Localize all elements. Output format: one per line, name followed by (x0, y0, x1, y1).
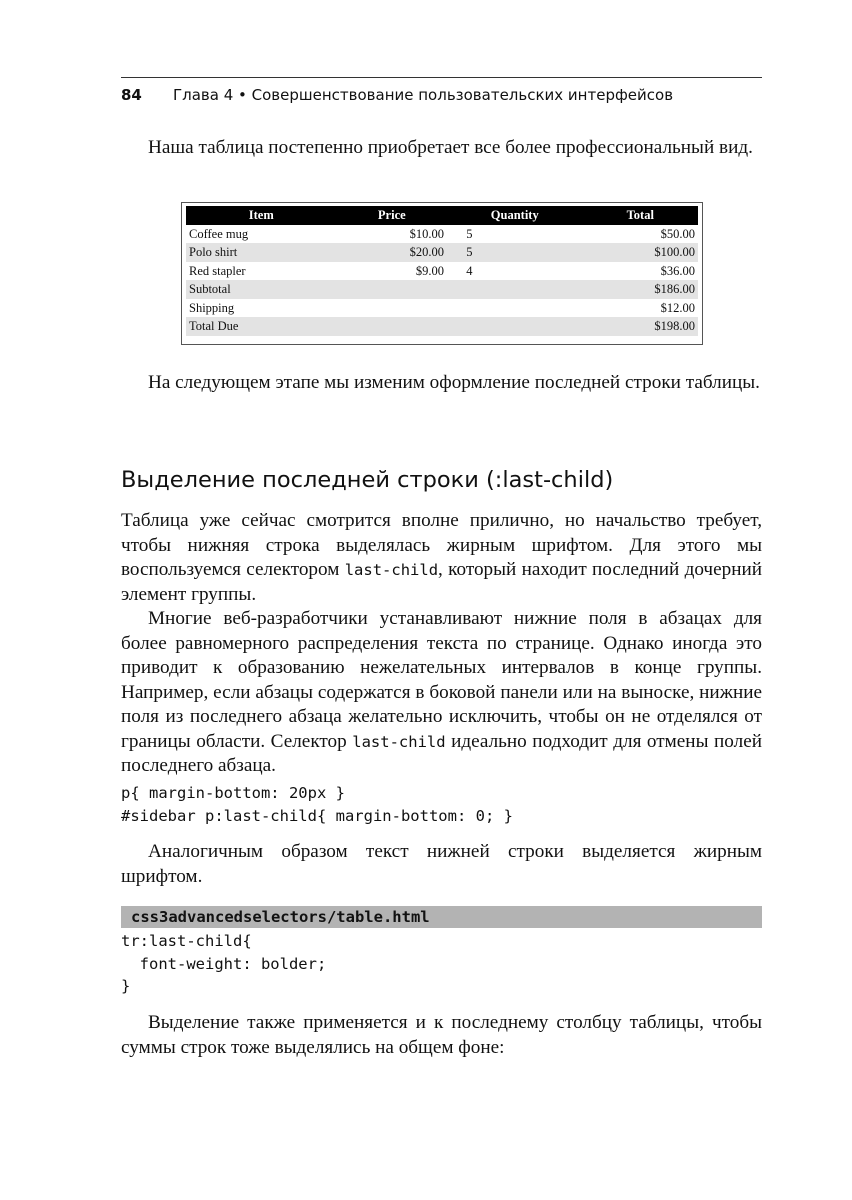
table-cell: 4 (447, 262, 583, 281)
table-cell: $36.00 (583, 262, 698, 281)
table-cell: $100.00 (583, 243, 698, 262)
table-row (186, 317, 698, 336)
code-listing (121, 930, 762, 998)
paragraph-last-child-intro (121, 509, 762, 607)
column-header: Total (583, 206, 698, 225)
table-cell: $50.00 (583, 225, 698, 244)
running-head (121, 77, 762, 107)
table-cell: 5 (447, 243, 583, 262)
code-line: font-weight: bolder; (121, 954, 327, 973)
table-cell: 5 (447, 225, 583, 244)
section-heading: Выделение последней строки (:last-child) (121, 467, 614, 493)
table-cell: $9.00 (337, 262, 447, 281)
paragraph-margins (121, 607, 762, 779)
table-cell: Coffee mug (186, 225, 337, 244)
table-cell: $10.00 (337, 225, 447, 244)
table-cell: $186.00 (583, 280, 698, 299)
table-cell: Shipping (186, 299, 337, 318)
column-header: Price (337, 206, 447, 225)
table-cell: Red stapler (186, 262, 337, 281)
code-line: #sidebar p:last-child{ margin-bottom: 0; } (121, 806, 513, 825)
chapter-title: Глава 4 • Совершенствование пользовательских интерфейсов (173, 86, 674, 104)
paragraph-next-step: На следующем этапе мы изменим оформление последней строки таблицы. (148, 372, 760, 393)
table-cell: $12.00 (583, 299, 698, 318)
inline-code: last-child (352, 732, 446, 751)
table-cell: Polo shirt (186, 243, 337, 262)
table-cell (447, 299, 583, 318)
table-header-row (186, 206, 698, 225)
table-cell (447, 317, 583, 336)
table-row (186, 225, 698, 244)
example-table-figure (181, 202, 703, 345)
table-cell: Subtotal (186, 280, 337, 299)
page-number: 84 (121, 86, 142, 104)
paragraph-bold-row: Аналогичным образом текст нижней строки выделяется жирным шрифтом. (121, 841, 762, 887)
code-line: } (121, 977, 131, 995)
code-line: tr:last-child{ (121, 932, 252, 950)
listing-filename: css3advancedselectors/table.html (121, 906, 762, 928)
paragraph-text: Многие веб-разработчики устанавливают нижние поля в абзацах для более равномерного распределения текста по странице. Однако иногда это приводит к образованию нежелательных интервалов в конце группы. Например, если абзацы содержатся в боковой панели или на выноске, нижние поля из последнего абзаца желательно исключить, чтобы он не отделялся от границы области. Селектор (121, 608, 762, 752)
table-row (186, 262, 698, 281)
inline-code: last-child (344, 561, 439, 579)
table-row (186, 280, 698, 299)
code-line: p{ margin-bottom: 20px } (121, 784, 345, 802)
column-header: Quantity (447, 206, 583, 225)
table-cell (337, 317, 447, 336)
paragraph-text: Таблица уже сейчас смотрится вполне прилично, но начальство требует, чтобы нижняя строка выделялась жирным шрифтом. Для этого мы воспользуемся селектором (121, 510, 762, 580)
code-example (121, 782, 762, 827)
table-row (186, 243, 698, 262)
paragraph-text: идеально подходит для отмены полей последнего абзаца. (121, 730, 762, 776)
paragraph-text: , который находит последний дочерний элемент группы. (121, 559, 762, 605)
table-cell: $20.00 (337, 243, 447, 262)
table-row (186, 299, 698, 318)
table-cell (337, 299, 447, 318)
column-header: Item (186, 206, 337, 225)
book-page (121, 0, 762, 1200)
paragraph-last-column: Выделение также применяется и к последнему столбцу таблицы, чтобы суммы строк тоже выделялись на общем фоне: (121, 1012, 762, 1058)
table-cell (337, 280, 447, 299)
table-cell: $198.00 (583, 317, 698, 336)
table-cell (447, 280, 583, 299)
paragraph-intro: Наша таблица постепенно приобретает все более профессиональный вид. (148, 137, 753, 158)
example-table (186, 206, 698, 336)
table-cell: Total Due (186, 317, 337, 336)
